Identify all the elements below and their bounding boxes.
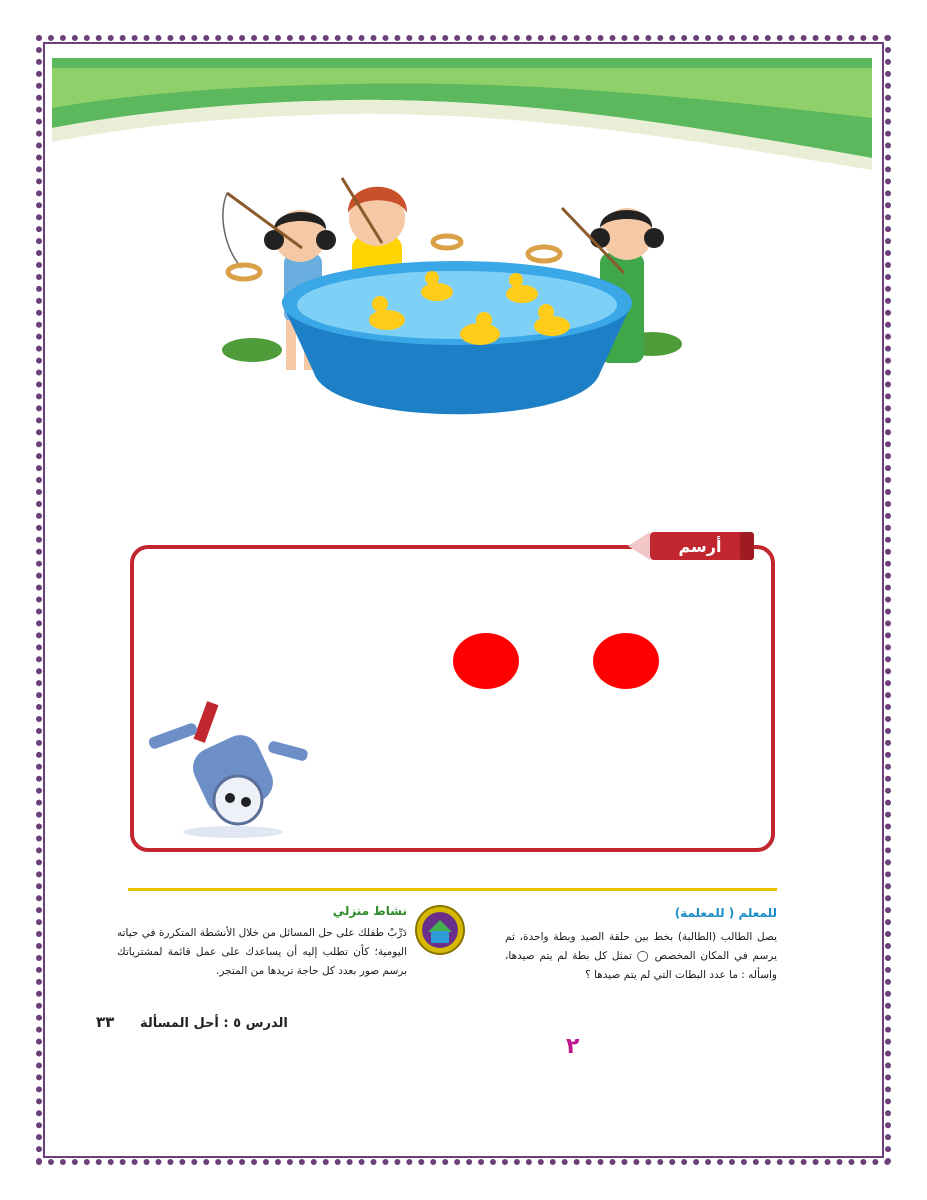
robot-mascot-icon (138, 690, 318, 840)
teacher-note-title: للمعلم ( للمعلمة) (674, 906, 777, 920)
home-activity-title: نشاط منزلي (332, 904, 407, 918)
draw-section-title: أرسم (678, 537, 722, 556)
lesson-label: الدرس ٥ : أحل المسألة (140, 1016, 288, 1031)
answer-number: ٢ (566, 1034, 580, 1059)
section-divider (128, 888, 777, 891)
home-activity-icon (414, 904, 466, 956)
home-activity-text: دَرِّبْ طفلك على حل المسائل من خلال الأنشطة المتكررة في حياته اليومية؛ كأن تطلب إليه أن يساعدك على عمل قائمة لمشترياتك برسم صور بعدد كل حاجة تريدها من المتجر. (117, 927, 407, 977)
teacher-note-text: يصل الطالب (الطالبة) بخط بين حلقة الصيد وبطة واحدة، ثم يرسم في المكان المخصص ◯ تمثل كل بطة لم يتم صيدها، واسأله : ما عدد البطات التي لم يتم صيدها ؟ (505, 931, 777, 981)
red-dot (593, 633, 659, 689)
red-dot (453, 633, 519, 689)
fishing-pool-illustration (52, 58, 872, 498)
page-number: ٣٣ (96, 1013, 115, 1031)
